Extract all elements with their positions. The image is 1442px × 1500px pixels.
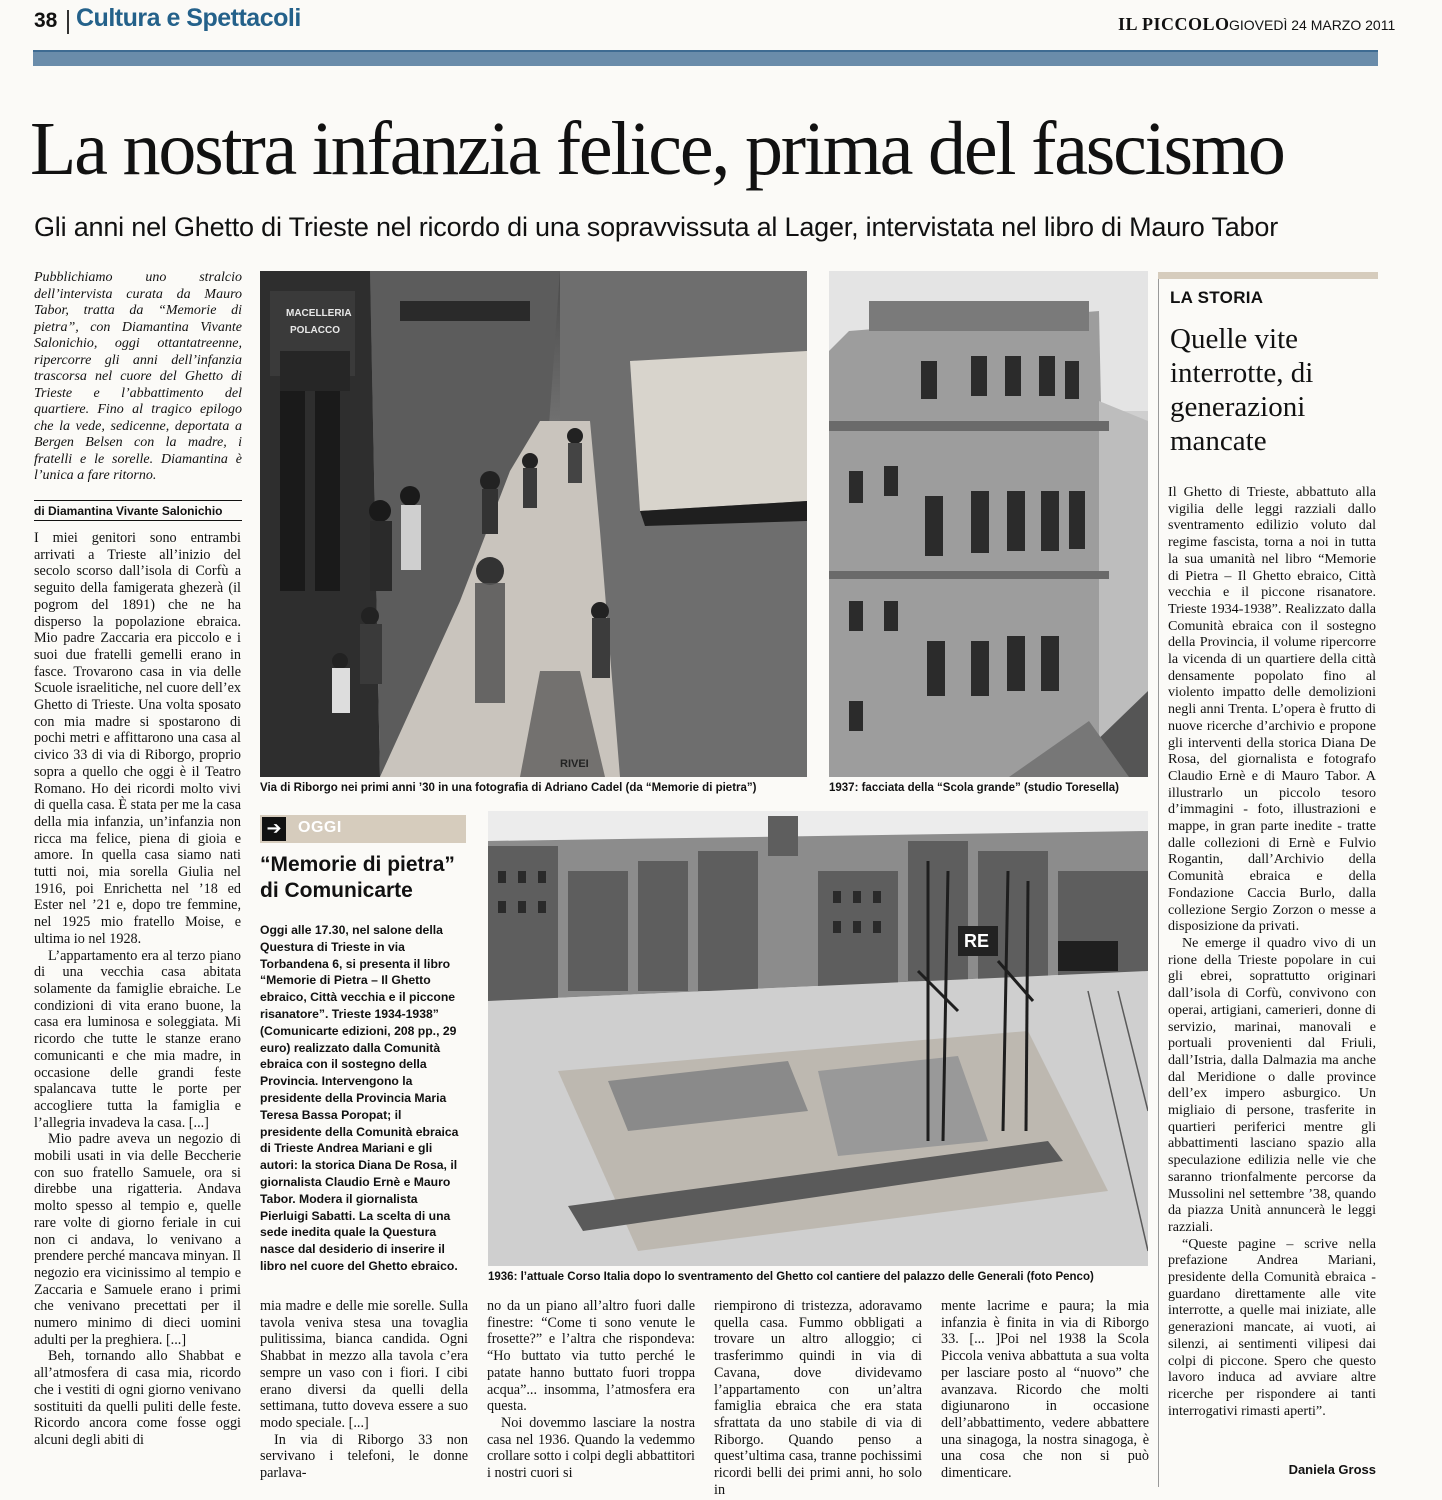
subheadline: Gli anni nel Ghetto di Trieste nel ricordo di una sopravvissuta al Lager, intervistata nel libro di Mauro Tabor — [34, 212, 1278, 242]
top-rule — [33, 50, 1378, 66]
article-column-1 — [34, 530, 241, 1449]
issue-date: GIOVEDÌ 24 MARZO 2011 — [1229, 17, 1396, 33]
story-paragraph: “Queste pagine – scrive nella prefazione Andrea Mariani, presidente della Comunità ebraica - guardano direttamente alle vite interrotte, a quelle mai iniziate, alle generazioni mancate, ai vuoti, ai silenzi, ai sentimenti vilipesi dai colpi di piccone. Spero che questo lavoro induca ad avviare altre ricerche per rispondere ai tanti interrogativi rimasti aperti”. — [1168, 1235, 1376, 1419]
story-paragraph: Ne emerge il quadro vivo di un rione della Trieste popolare in cui gli ebrei, soprattutto originari dall’isola di Corfù, convivono con operai, artigiani, camerieri, donne di servizio, marinai, manovali e portuali provenienti dal Friuli, dall’Istria, dalla Dalmazia ma anche dal Meridione o dalle province dell’ex impero asburgico. Un migliaio di persone, trasferite in quartieri periferici mentre gli abbattimenti lasciano spazio alla speculazione edilizia nelle vie che saranno trionfalmente percorse da Mussolini nel settembre ’38, quando da piazza Unità annuncerà le leggi razziali. — [1168, 934, 1376, 1235]
sign-macelleria: MACELLERIA — [286, 308, 352, 319]
photo-corso-italia — [488, 811, 1148, 1266]
photo-caption-riborgo: Via di Riborgo nei primi anni ’30 in una fotografia di Adriano Cadel (da “Memorie di pietra”) — [260, 782, 757, 794]
photo-via-di-riborgo — [260, 271, 807, 777]
headline: La nostra infanzia felice, prima del fascismo — [30, 107, 1284, 191]
article-column-2 — [260, 1298, 468, 1482]
column-divider — [1158, 272, 1159, 1487]
article-paragraph: no da un piano all’altro fuori dalle finestre: “Come ti sono venute le frosette?” e l’altra che rispondeva: “Ho buttato via tutto perché le patate hanno buttato fuori troppa acqua”... insomma, l’atmosfera era questa. — [487, 1298, 695, 1415]
oggi-banner — [260, 815, 466, 843]
article-paragraph: Noi dovemmo lasciare la nostra casa nel 1936. Quando la vedemmo crollare sotto i colpi degli abbattitori i nostri cuori si — [487, 1414, 695, 1482]
header-divider — [67, 10, 69, 34]
storia-banner — [1158, 272, 1378, 279]
article-paragraph: mia madre e delle mie sorelle. Sulla tavola veniva stesa una tovaglia pulitissima, bianca candida. Ogni Shabbat in mezzo alla tavola c’era sempre un vaso con i fiori. I cibi erano diversi da quelli della settimana, tutto doveva essere a suo modo speciale. [...] — [260, 1298, 468, 1431]
photo-caption-corso: 1936: l’attuale Corso Italia dopo lo sventramento del Ghetto col cantiere del palazzo delle Generali (foto Penco) — [488, 1271, 1094, 1283]
oggi-label: OGGI — [298, 819, 342, 836]
arrow-right-icon: ➔ — [262, 817, 286, 841]
story-paragraph: Il Ghetto di Trieste, abbattuto alla vigilia delle leggi razziali dallo sventramento edilizio voluto dal regime fascista, torna a noi in tutta la sua umanità nel libro “Memorie di Pietra – Il Ghetto ebraico, Città vecchia e il piccone risanatore. Trieste 1934-1938”. Realizzato dalla Comunità ebraica con il sostegno della Provincia, il volume ripercorre la vicenda di un quartiere della città densamente popolato fino al violento impatto delle demolizioni negli anni Trenta. L’opera è frutto di nuove ricerche d’archivio e propone gli interventi della storica Diana De Rosa, del giornalista e fotografo Claudio Ernè e di Mauro Tabor. A illustrarlo un piccolo tesoro d’immagini - foto, illustrazioni e mappe, in gran parte inedite - tratte dalle collezioni di Ernè e Fulvio Rogantin, dall’Archivio della Comunità ebraica e della Fondazione Caccia Burlo, dalla collezione Sergio Zorzon o messe a disposizione da privati. — [1168, 484, 1376, 935]
article-paragraph: mente lacrime e paura; la mia infanzia è finita in via di Riborgo 33. [... ]Poi nel 1938 la Scola Piccola veniva abbattuta a sua volta per lasciare posto al “nuovo” che avanzava. Ricordo che molti digiunarono in occasione dell’abbattimento, vedere abbattere una sinagoga, la nostra sinagoga, è una cosa che non si può dimenticare. — [941, 1298, 1149, 1482]
article-paragraph: riempirono di tristezza, adoravamo quella casa. Fummo obbligati a trovare un altro alloggio; ci trasferimmo quindi in via di Cavana, dove dividevamo l’appartamento con un’altra famiglia ebraica che era stata sfrattata da uno stabile di via di Riborgo. Quando penso a quest’ultima casa, tranne pochissimi ricordi belli dei primi anni, ho solo in — [714, 1298, 922, 1498]
section-name: Cultura e Spettacoli — [76, 4, 301, 32]
masthead: IL PICCOLO — [1118, 14, 1230, 34]
article-paragraph: In via di Riborgo 33 non servivano i telefoni, le donne parlava- — [260, 1431, 468, 1482]
article-intro: Pubblichiamo uno stralcio dell’intervista curata da Mauro Tabor, tratta da “Memorie di pietra”, con Diamantina Vivante Salonichio, oggi ottantatreenne, ripercorre gli anni dell’infanzia trascorsa nel cuore del Ghetto di Trieste e l’abbattimento del quartiere. Fino al tragico epilogo che la vede, sedicenne, deportata a Bergen Belsen con la madre, i fratelli e le sorelle. Diamantina è l’unica a fare ritorno. — [34, 270, 242, 483]
byline: di Diamantina Vivante Salonichio — [34, 500, 242, 521]
article-paragraph: I miei genitori sono entrambi arrivati a Trieste all’inizio del secolo scorso dall’isola di Corfù a seguito della famigerata ghezerà (il pogrom del 1891) che ne ha disperso la popolazione ebraica. Mio padre Zaccaria era piccolo e i suoi due fratelli gemelli erano in fasce. Trovarono casa in via delle Scuole israelitiche, nel cuore dell’ex Ghetto di Trieste. Una volta sposato con mia madre si spostarono di pochi metri e affittarono una casa al civico 33 di via di Riborgo, proprio sopra a quello che oggi è il Teatro Romano. Ho dei ricordi molto vivi di quella casa. È stata per me la casa della mia infanzia, un’infanzia non ricca ma felice, piena di gioia e amore. In quella casa siamo nati tutti noi, mia sorella Giulia nel 1916, poi Enrichetta nel ’18 ed Ester nel ’21 e, dopo tre femmine, nel 1925 mio fratello Moise, e ultima io nel 1928. — [34, 530, 241, 947]
sign-rivel: RIVEI — [560, 758, 589, 770]
article-paragraph: Beh, tornando allo Shabbat e all’atmosfera di casa mia, ricordo che i vestiti di ogni giorno venivano sostituiti da quelli puliti delle feste. Ricordo ancora come fosse oggi alcuni degli abiti di — [34, 1348, 241, 1448]
story-body — [1168, 484, 1376, 1419]
page-number: 38 — [34, 9, 58, 32]
sidebar-body: Oggi alle 17.30, nel salone della Questura di Trieste in via Torbandena 6, si presenta il libro “Memorie di Pietra – Il Ghetto ebraico, Città vecchia e il piccone risanatore”. Trieste 1934-1938” (Comunicarte edizioni, 208 pp., 29 euro) realizzato dalla Comunità ebraica con il sostegno della Provincia. Intervengono la presidente della Provincia Maria Teresa Bassa Poropat; il presidente della Comunità ebraica di Trieste Andrea Mariani e gli autori: la storica Diana De Rosa, il giornalista Claudio Ernè e Mauro Tabor. Modera il giornalista Pierluigi Sabatti. La scelta di una sede inedita quale la Questura nasce dal desiderio di inserire il libro nel cuore del Ghetto ebraico. — [260, 923, 459, 1273]
story-title: Quelle vite interrotte, di generazioni mancate — [1170, 323, 1314, 457]
sidebar-title: “Memorie di pietra” di Comunicarte — [260, 853, 455, 902]
sign-polacco: POLACCO — [290, 325, 340, 336]
article-column-3 — [487, 1298, 695, 1482]
article-column-4 — [714, 1298, 922, 1498]
photo-caption-scola: 1937: facciata della “Scola grande” (studio Toresella) — [829, 782, 1119, 794]
story-kicker: LA STORIA — [1170, 288, 1264, 307]
article-paragraph: L’appartamento era al terzo piano di una vecchia casa abitata solamente da famiglie ebraiche. Le condizioni di vita erano buone, la casa era luminosa e soleggiata. Mi ricordo che tutte le stanze erano comunicanti e che mia madre, in occasione delle grandi feste spalancava tutte le porte per accogliere tutta la famiglia e l’allegria invadeva la casa. [...] — [34, 947, 241, 1131]
story-signature: Daniela Gross — [1288, 1462, 1376, 1477]
article-column-5 — [941, 1298, 1149, 1482]
sign-re: RE — [964, 931, 990, 951]
photo-scola-grande — [829, 271, 1148, 777]
article-paragraph: Mio padre aveva un negozio di mobili usati in via delle Beccherie con suo fratello Samuele, ora si direbbe una rigatteria. Andava molto spesso al tempio e, quelle rare volte di giorno feriale in cui non ci andava, lo venivano a prendere perché mancava minyan. Il negozio era vicinissimo al tempio e Zaccaria e Samuele erano i primi che venivano precettati per il numero minimo di dieci uomini adulti per la preghiera. [...] — [34, 1131, 241, 1348]
